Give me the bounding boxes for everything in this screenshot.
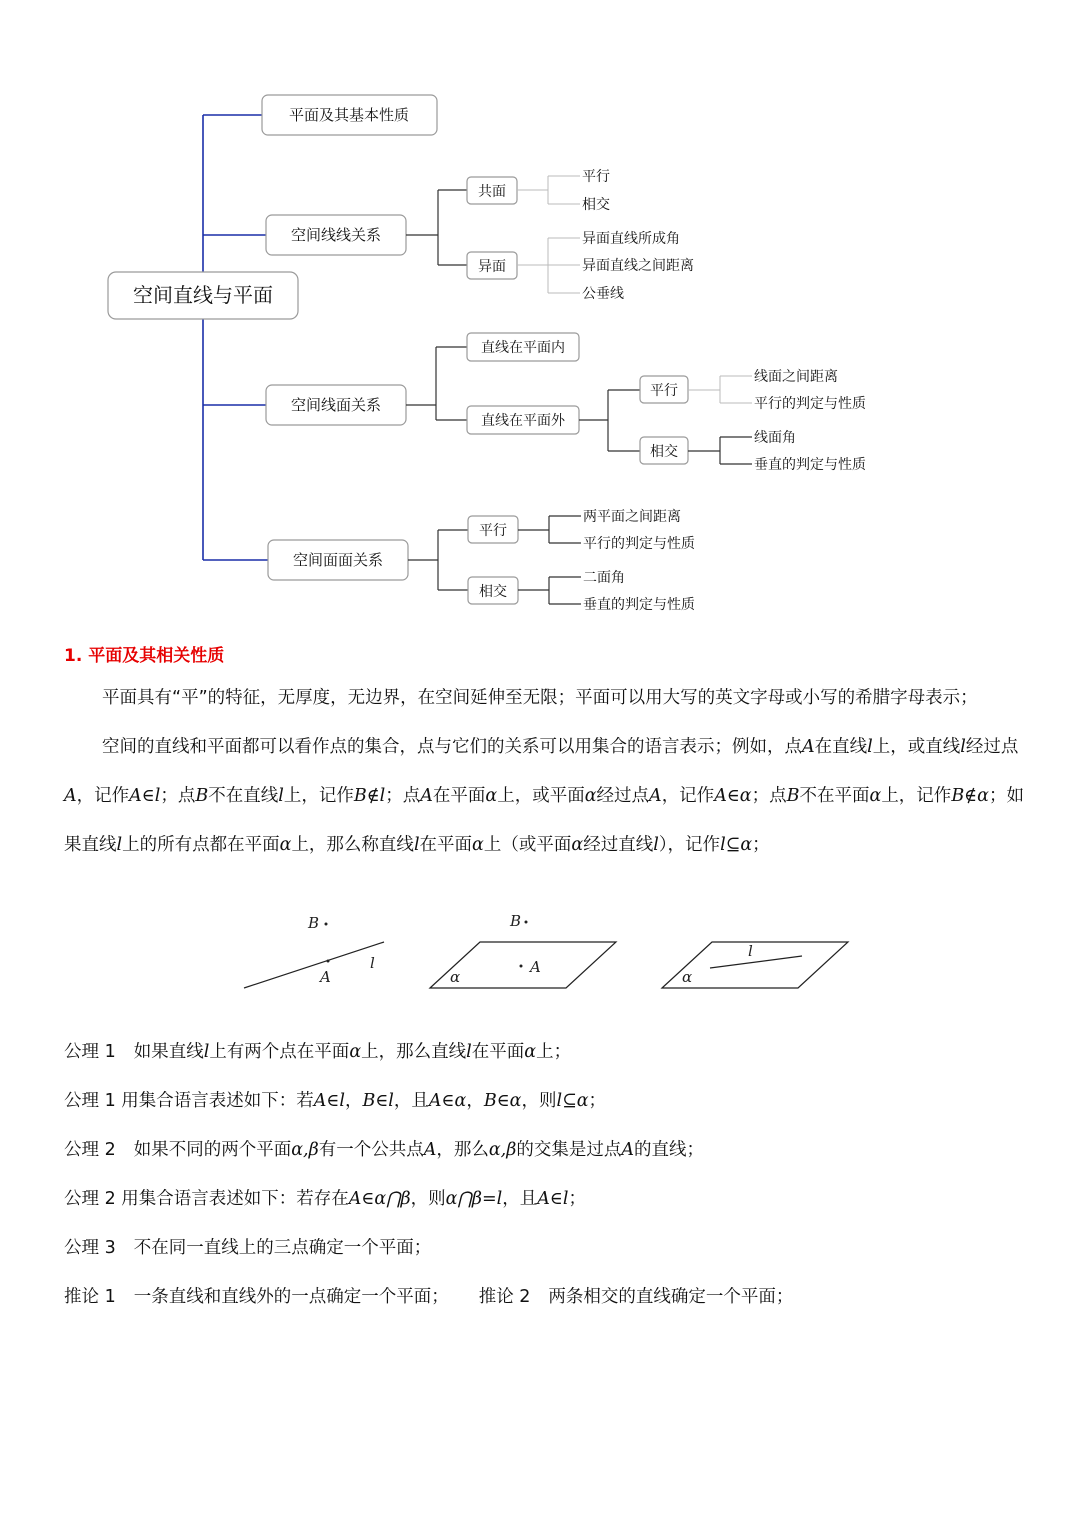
leaf-label: 垂直的判定与性质 bbox=[754, 457, 866, 473]
figure-label: B bbox=[510, 912, 522, 930]
figure-point-line bbox=[244, 914, 384, 988]
leaf-label: 平行 bbox=[582, 169, 610, 185]
branch-label: 空间面面关系 bbox=[292, 551, 384, 569]
mindmap-branch-line-plane bbox=[266, 333, 866, 473]
axiom-1: 公理 1 如果直线l上有两个点在平面α上，那么直线l在平面α上； bbox=[64, 1042, 572, 1062]
figure-point-plane bbox=[430, 912, 616, 988]
mindmap-root-label: 空间直线与平面 bbox=[133, 283, 273, 307]
axiom-3: 公理 3 不在同一直线上的三点确定一个平面； bbox=[64, 1238, 432, 1258]
figure-label: A bbox=[320, 968, 331, 986]
leaf-label: 两平面之间距离 bbox=[583, 509, 681, 525]
section-content bbox=[64, 638, 1024, 1322]
figure-label: l bbox=[748, 942, 753, 960]
leaf-label: 垂直的判定与性质 bbox=[583, 597, 695, 613]
figure-label: α bbox=[450, 968, 461, 986]
figure-label: B bbox=[308, 914, 320, 932]
axiom-1-set-language: 公理 1 用集合语言表述如下：若A∈l，B∈l，且A∈α，B∈α，则l⊆α； bbox=[64, 1091, 607, 1111]
leaf-label: 异面直线所成角 bbox=[582, 231, 680, 247]
sub-label: 相交 bbox=[479, 584, 507, 600]
mindmap-branch-plane-properties bbox=[262, 95, 437, 135]
section-heading: 1. 平面及其相关性质 bbox=[64, 646, 225, 666]
concept-mind-map bbox=[0, 0, 1080, 630]
sub-label: 平行 bbox=[479, 523, 507, 539]
leaf-label: 相交 bbox=[582, 197, 610, 213]
axiom-2: 公理 2 如果不同的两个平面α,β有一个公共点A，那么α,β的交集是过点A的直线； bbox=[64, 1140, 704, 1160]
axiom-2-set-language: 公理 2 用集合语言表述如下：若存在A∈α⋂β，则α⋂β=l，且A∈l； bbox=[64, 1189, 586, 1209]
branch-label: 空间线线关系 bbox=[290, 226, 382, 244]
figure-label: A bbox=[530, 958, 541, 976]
mindmap-root-node bbox=[108, 272, 298, 319]
mindmap-branch-line-line bbox=[266, 169, 694, 302]
leaf-label: 平行的判定与性质 bbox=[754, 396, 866, 412]
sub-label: 直线在平面内 bbox=[481, 340, 565, 356]
child-label: 平行 bbox=[650, 383, 678, 399]
sub-label: 异面 bbox=[478, 259, 506, 275]
corollaries: 推论 1 一条直线和直线外的一点确定一个平面； 推论 2 两条相交的直线确定一个平面； bbox=[64, 1287, 794, 1307]
paragraph-set-notation: 空间的直线和平面都可以看作点的集合，点与它们的关系可以用集合的语言表示；例如，点A在直线l上，或直线l经过点A，记作A∈l；点B不在直线l上，记作B∉l；点A在平面α上，或平面α经过点A，记作A∈α；点B不在平面α上，记作B∉α；如果直线l上的所有点都在平面α上，那么称直线l在平面α上（或平面α经过直线l），记作l⊆α； bbox=[64, 737, 1024, 855]
sub-label: 直线在平面外 bbox=[481, 413, 565, 429]
leaf-label: 二面角 bbox=[583, 570, 625, 586]
leaf-label: 平行的判定与性质 bbox=[583, 536, 695, 552]
mindmap-branch-plane-plane bbox=[268, 509, 695, 613]
leaf-label: 线面角 bbox=[754, 430, 796, 446]
paragraph-plane-definition: 平面具有“平”的特征，无厚度，无边界，在空间延伸至无限；平面可以用大写的英文字母或小写的希腊字母表示； bbox=[102, 688, 978, 708]
leaf-label: 线面之间距离 bbox=[754, 369, 838, 385]
figure-line-in-plane bbox=[662, 942, 848, 988]
child-label: 相交 bbox=[650, 444, 678, 460]
branch-label: 空间线面关系 bbox=[290, 396, 382, 414]
branch-label: 平面及其基本性质 bbox=[288, 106, 410, 124]
geometry-figures bbox=[64, 890, 1024, 1020]
figure-label: l bbox=[370, 954, 375, 972]
leaf-label: 异面直线之间距离 bbox=[582, 258, 694, 274]
leaf-label: 公垂线 bbox=[582, 286, 624, 302]
sub-label: 共面 bbox=[478, 184, 506, 200]
figure-label: α bbox=[682, 968, 693, 986]
